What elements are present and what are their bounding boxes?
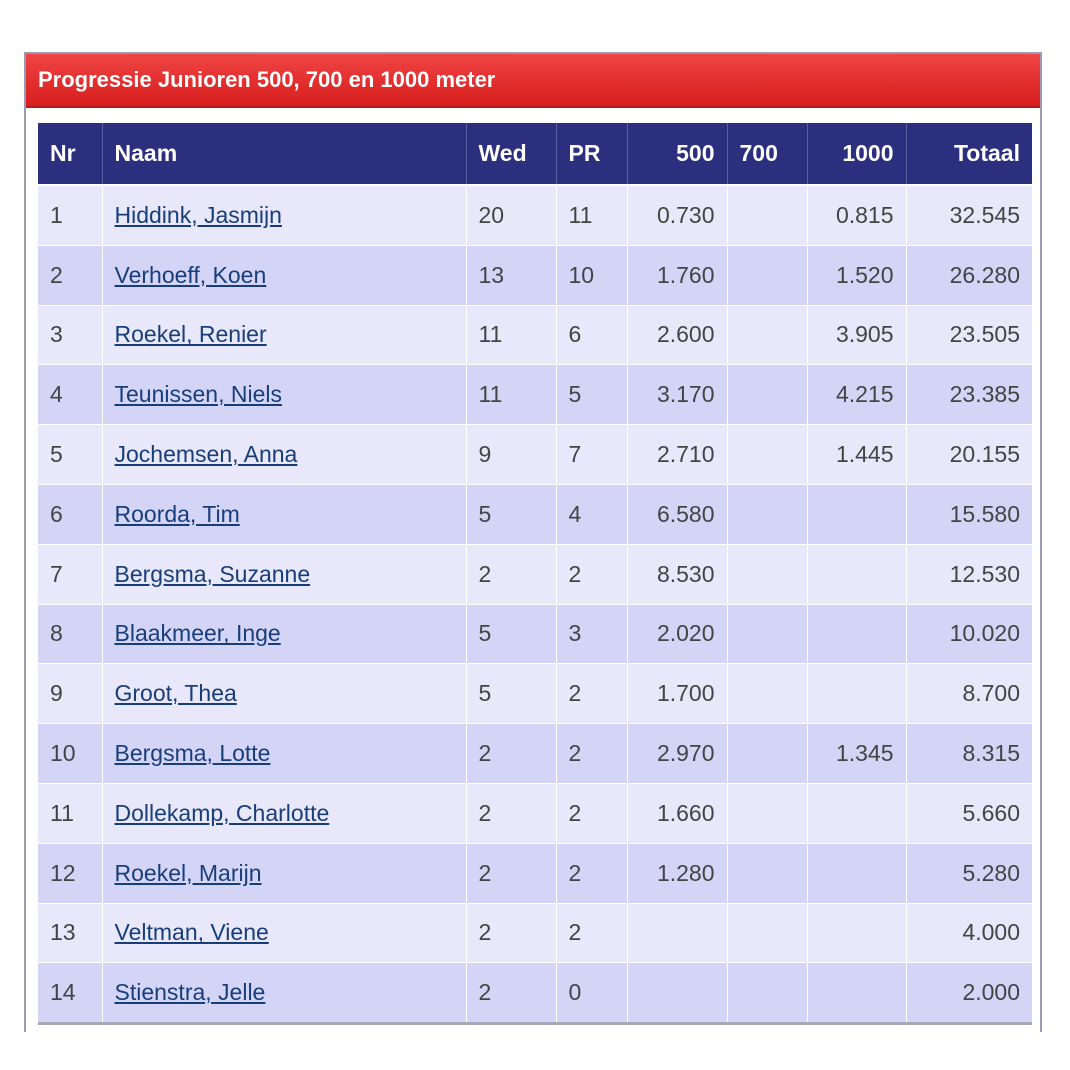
cell-nr: 8 — [38, 604, 102, 664]
cell-700 — [727, 365, 807, 425]
cell-500 — [627, 903, 727, 963]
header-500: 500 — [627, 123, 727, 185]
cell-1000: 1.445 — [807, 425, 906, 485]
cell-naam — [102, 305, 466, 365]
cell-totaal: 5.280 — [906, 843, 1032, 903]
cell-naam — [102, 425, 466, 485]
cell-500: 1.760 — [627, 245, 727, 305]
cell-1000: 1.520 — [807, 245, 906, 305]
cell-1000 — [807, 843, 906, 903]
cell-nr: 10 — [38, 724, 102, 784]
cell-1000 — [807, 604, 906, 664]
cell-totaal: 15.580 — [906, 484, 1032, 544]
cell-700 — [727, 843, 807, 903]
table-row — [38, 185, 1032, 245]
cell-naam — [102, 604, 466, 664]
cell-pr: 11 — [556, 185, 627, 245]
cell-wed: 5 — [466, 604, 556, 664]
cell-1000 — [807, 903, 906, 963]
ranking-panel — [24, 52, 1042, 1032]
table-row — [38, 544, 1032, 604]
cell-700 — [727, 963, 807, 1024]
cell-1000 — [807, 963, 906, 1024]
cell-700 — [727, 783, 807, 843]
cell-nr: 14 — [38, 963, 102, 1024]
cell-wed: 11 — [466, 305, 556, 365]
cell-totaal: 23.385 — [906, 365, 1032, 425]
cell-totaal: 4.000 — [906, 903, 1032, 963]
cell-500: 6.580 — [627, 484, 727, 544]
athlete-link[interactable]: Groot, Thea — [114, 680, 237, 707]
cell-nr: 9 — [38, 664, 102, 724]
cell-pr: 2 — [556, 724, 627, 784]
cell-naam — [102, 484, 466, 544]
cell-500: 1.660 — [627, 783, 727, 843]
athlete-link[interactable]: Verhoeff, Koen — [114, 261, 267, 288]
cell-naam — [102, 843, 466, 903]
header-pr: PR — [556, 123, 627, 185]
panel-title: Progressie Junioren 500, 700 en 1000 meter — [26, 54, 1040, 108]
cell-pr: 5 — [556, 365, 627, 425]
cell-totaal: 8.700 — [906, 664, 1032, 724]
cell-pr: 7 — [556, 425, 627, 485]
cell-pr: 2 — [556, 544, 627, 604]
athlete-link[interactable]: Dollekamp, Charlotte — [114, 799, 330, 826]
cell-700 — [727, 724, 807, 784]
cell-wed: 2 — [466, 963, 556, 1024]
cell-wed: 2 — [466, 724, 556, 784]
cell-1000: 4.215 — [807, 365, 906, 425]
cell-nr: 6 — [38, 484, 102, 544]
table-row — [38, 305, 1032, 365]
header-naam: Naam — [102, 123, 466, 185]
cell-700 — [727, 245, 807, 305]
cell-wed: 2 — [466, 843, 556, 903]
cell-1000: 0.815 — [807, 185, 906, 245]
cell-500: 2.020 — [627, 604, 727, 664]
cell-wed: 13 — [466, 245, 556, 305]
cell-nr: 5 — [38, 425, 102, 485]
cell-wed: 9 — [466, 425, 556, 485]
cell-500: 0.730 — [627, 185, 727, 245]
athlete-link[interactable]: Stienstra, Jelle — [114, 979, 266, 1006]
table-row — [38, 783, 1032, 843]
cell-wed: 5 — [466, 664, 556, 724]
cell-1000 — [807, 544, 906, 604]
cell-700 — [727, 604, 807, 664]
cell-700 — [727, 544, 807, 604]
cell-pr: 2 — [556, 903, 627, 963]
cell-1000: 3.905 — [807, 305, 906, 365]
cell-wed: 2 — [466, 783, 556, 843]
cell-totaal: 5.660 — [906, 783, 1032, 843]
cell-pr: 4 — [556, 484, 627, 544]
cell-totaal: 8.315 — [906, 724, 1032, 784]
cell-totaal: 32.545 — [906, 185, 1032, 245]
cell-pr: 0 — [556, 963, 627, 1024]
cell-nr: 11 — [38, 783, 102, 843]
athlete-link[interactable]: Roorda, Tim — [114, 500, 240, 527]
table-header-row — [38, 123, 1032, 185]
cell-pr: 2 — [556, 664, 627, 724]
header-1000: 1000 — [807, 123, 906, 185]
cell-700 — [727, 484, 807, 544]
athlete-link[interactable]: Jochemsen, Anna — [114, 441, 298, 468]
cell-1000 — [807, 484, 906, 544]
cell-700 — [727, 185, 807, 245]
cell-pr: 10 — [556, 245, 627, 305]
cell-pr: 2 — [556, 843, 627, 903]
athlete-link[interactable]: Veltman, Viene — [114, 919, 269, 946]
cell-nr: 3 — [38, 305, 102, 365]
cell-naam — [102, 903, 466, 963]
header-nr: Nr — [38, 123, 102, 185]
cell-nr: 7 — [38, 544, 102, 604]
cell-totaal: 20.155 — [906, 425, 1032, 485]
athlete-link[interactable]: Bergsma, Suzanne — [114, 560, 311, 587]
cell-nr: 13 — [38, 903, 102, 963]
cell-naam — [102, 963, 466, 1024]
table-row — [38, 963, 1032, 1024]
cell-wed: 20 — [466, 185, 556, 245]
table-row — [38, 245, 1032, 305]
cell-500: 1.700 — [627, 664, 727, 724]
cell-totaal: 10.020 — [906, 604, 1032, 664]
cell-naam — [102, 724, 466, 784]
ranking-table — [38, 123, 1032, 1025]
athlete-link[interactable]: Roekel, Renier — [114, 321, 267, 348]
cell-700 — [727, 425, 807, 485]
cell-wed: 11 — [466, 365, 556, 425]
cell-pr: 2 — [556, 783, 627, 843]
cell-700 — [727, 305, 807, 365]
athlete-link[interactable]: Roekel, Marijn — [114, 859, 262, 886]
cell-totaal: 23.505 — [906, 305, 1032, 365]
cell-naam — [102, 185, 466, 245]
athlete-link[interactable]: Teunissen, Niels — [114, 381, 282, 408]
table-row — [38, 425, 1032, 485]
cell-naam — [102, 365, 466, 425]
cell-500: 8.530 — [627, 544, 727, 604]
cell-500 — [627, 963, 727, 1024]
cell-1000 — [807, 783, 906, 843]
table-row — [38, 484, 1032, 544]
table-row — [38, 903, 1032, 963]
cell-nr: 2 — [38, 245, 102, 305]
cell-500: 3.170 — [627, 365, 727, 425]
cell-naam — [102, 783, 466, 843]
cell-nr: 4 — [38, 365, 102, 425]
athlete-link[interactable]: Hiddink, Jasmijn — [114, 201, 282, 228]
cell-1000: 1.345 — [807, 724, 906, 784]
cell-naam — [102, 245, 466, 305]
cell-pr: 3 — [556, 604, 627, 664]
cell-totaal: 2.000 — [906, 963, 1032, 1024]
header-700: 700 — [727, 123, 807, 185]
cell-700 — [727, 664, 807, 724]
cell-totaal: 12.530 — [906, 544, 1032, 604]
header-totaal: Totaal — [906, 123, 1032, 185]
cell-500: 1.280 — [627, 843, 727, 903]
athlete-link[interactable]: Blaakmeer, Inge — [114, 620, 281, 647]
cell-wed: 2 — [466, 903, 556, 963]
cell-wed: 2 — [466, 544, 556, 604]
table-row — [38, 724, 1032, 784]
athlete-link[interactable]: Bergsma, Lotte — [114, 740, 271, 767]
table-row — [38, 664, 1032, 724]
cell-500: 2.970 — [627, 724, 727, 784]
cell-wed: 5 — [466, 484, 556, 544]
table-body — [38, 185, 1032, 1024]
cell-pr: 6 — [556, 305, 627, 365]
cell-500: 2.710 — [627, 425, 727, 485]
header-wed: Wed — [466, 123, 556, 185]
cell-naam — [102, 664, 466, 724]
cell-500: 2.600 — [627, 305, 727, 365]
table-row — [38, 365, 1032, 425]
cell-totaal: 26.280 — [906, 245, 1032, 305]
table-row — [38, 604, 1032, 664]
table-row — [38, 843, 1032, 903]
cell-700 — [727, 903, 807, 963]
cell-naam — [102, 544, 466, 604]
cell-nr: 12 — [38, 843, 102, 903]
cell-nr: 1 — [38, 185, 102, 245]
cell-1000 — [807, 664, 906, 724]
